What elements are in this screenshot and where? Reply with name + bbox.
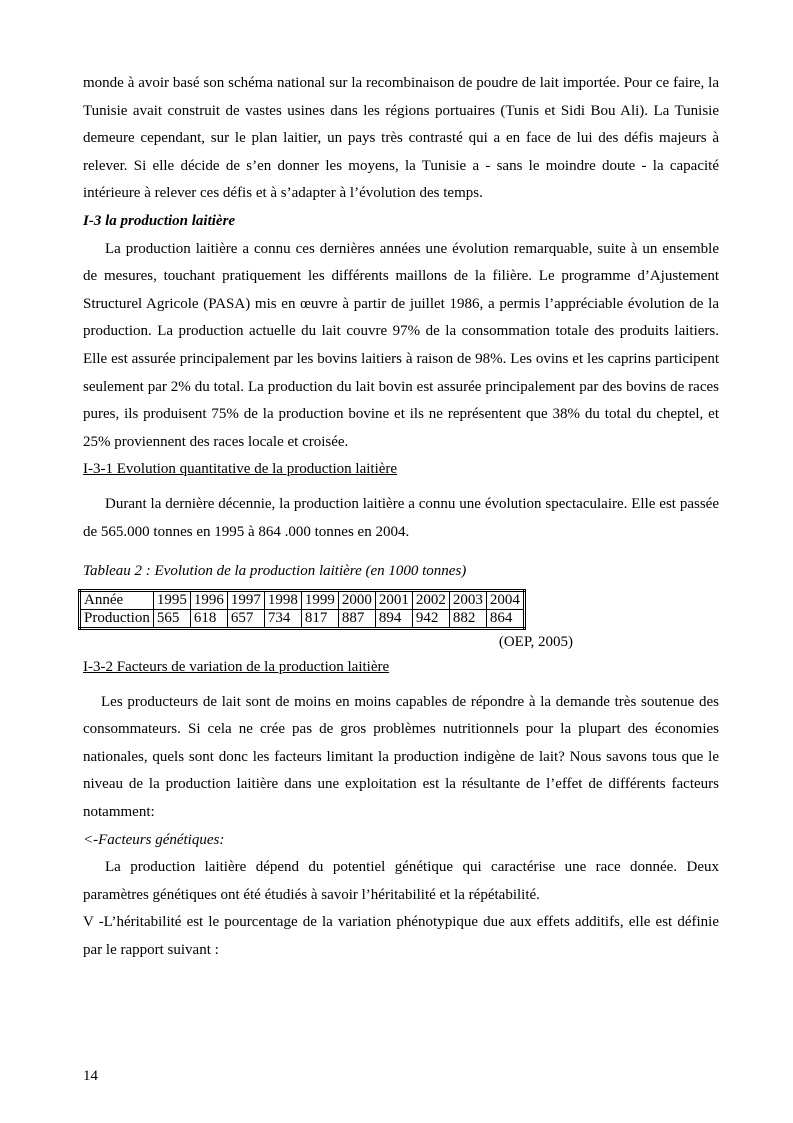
production-paragraph: La production laitière a connu ces dernières années une évolution remarquable, suite à un ensemble de mesures, touchant pratiquement les différents maillons de la filière. Le programme d’Ajustement Structurel Agricole (PASA) mis en œuvre à partir de juillet 1986, a permis l’appréciable évolution de la production. La production actuelle du lait couvre 97% de la consommation totale des produits laitiers. Elle est assurée principalement par les bovins laitiers à raison de 98%. Les ovins et les caprins participent seulement par 2% du total. La production du lait bovin est assurée principalement par des bovins de races pures, ils produisent 75% de la production bovine et ils ne représentent que 38% du total du cheptel, et 25% proviennent des races locale et croisée. [83, 240, 719, 450]
table-row [80, 591, 525, 610]
table-cell: 894 [375, 610, 412, 629]
genetics-paragraph: La production laitière dépend du potentiel génétique qui caractérise une race donnée. Deux paramètres génétiques ont été étudiés à savoir l’héritabilité et la répétabilité. [83, 859, 719, 903]
table-cell: 882 [449, 610, 486, 629]
table-cell: 2002 [412, 591, 449, 610]
section-heading-1-3: I-3 la production laitière [83, 212, 236, 229]
section-heading-1-3-1: I-3-1 Evolution quantitative de la production laitière [83, 461, 398, 478]
table-cell: 1995 [153, 591, 190, 610]
table-row [80, 610, 525, 629]
table-cell: 2003 [449, 591, 486, 610]
row-label-production: Production [80, 610, 154, 629]
table-source: (OEP, 2005) [498, 634, 573, 651]
section-heading-1-3-2: I-3-2 Facteurs de variation de la production laitière [83, 659, 390, 676]
table-cell: 657 [227, 610, 264, 629]
page-number: 14 [83, 1068, 98, 1084]
table-cell: 1997 [227, 591, 264, 610]
table-cell: 864 [486, 610, 524, 629]
table-cell: 1996 [190, 591, 227, 610]
table-cell: 817 [301, 610, 338, 629]
table-cell: 565 [153, 610, 190, 629]
heritability-paragraph: V -L’héritabilité est le pourcentage de la variation phénotypique due aux effets additifs, elle est définie par le rapport suivant : [83, 914, 719, 959]
genetic-factors-subheading: <-Facteurs génétiques: [83, 831, 225, 848]
table-cell: 734 [264, 610, 301, 629]
document-page [83, 70, 719, 965]
table-cell: 2000 [338, 591, 375, 610]
production-table [78, 589, 526, 630]
evolution-paragraph: Durant la dernière décennie, la production laitière a connu une évolution spectaculaire. Elle est passée de 565.000 tonnes en 1995 à 864 .000 tonnes en 2004. [83, 495, 719, 540]
table-caption: Tableau 2 : Evolution de la production laitière (en 1000 tonnes) [83, 563, 467, 580]
table-cell: 2001 [375, 591, 412, 610]
table-cell: 618 [190, 610, 227, 629]
table-cell: 1999 [301, 591, 338, 610]
factors-paragraph: Les producteurs de lait sont de moins en moins capables de répondre à la demande très soutenue des consommateurs. Si cela ne crée pas de gros problèmes nutritionnels pour la plupart des économies nationales, quels sont donc les facteurs limitant la production indigène de lait? Nous savons tous que le niveau de la production laitière dans une exploitation est la résultante de l’effet de différents facteurs notamment: [83, 693, 719, 821]
table-cell: 942 [412, 610, 449, 629]
table-cell: 887 [338, 610, 375, 629]
table-cell: 2004 [486, 591, 524, 610]
intro-paragraph: monde à avoir basé son schéma national sur la recombinaison de poudre de lait importée. Pour ce faire, la Tunisie avait construit de vastes usines dans les régions portuaires (Tunis et Sidi Bou Ali). La Tunisie demeure cependant, sur le plan laitier, un pays très contrasté qui a en face de lui des défis majeurs à relever. Si elle décide de s’en donner les moyens, la Tunisie a - sans le moindre doute - la capacité intérieure à relever ces défis et à s’adapter à l’évolution des temps. [83, 75, 719, 202]
row-label-year: Année [80, 591, 154, 610]
table-cell: 1998 [264, 591, 301, 610]
